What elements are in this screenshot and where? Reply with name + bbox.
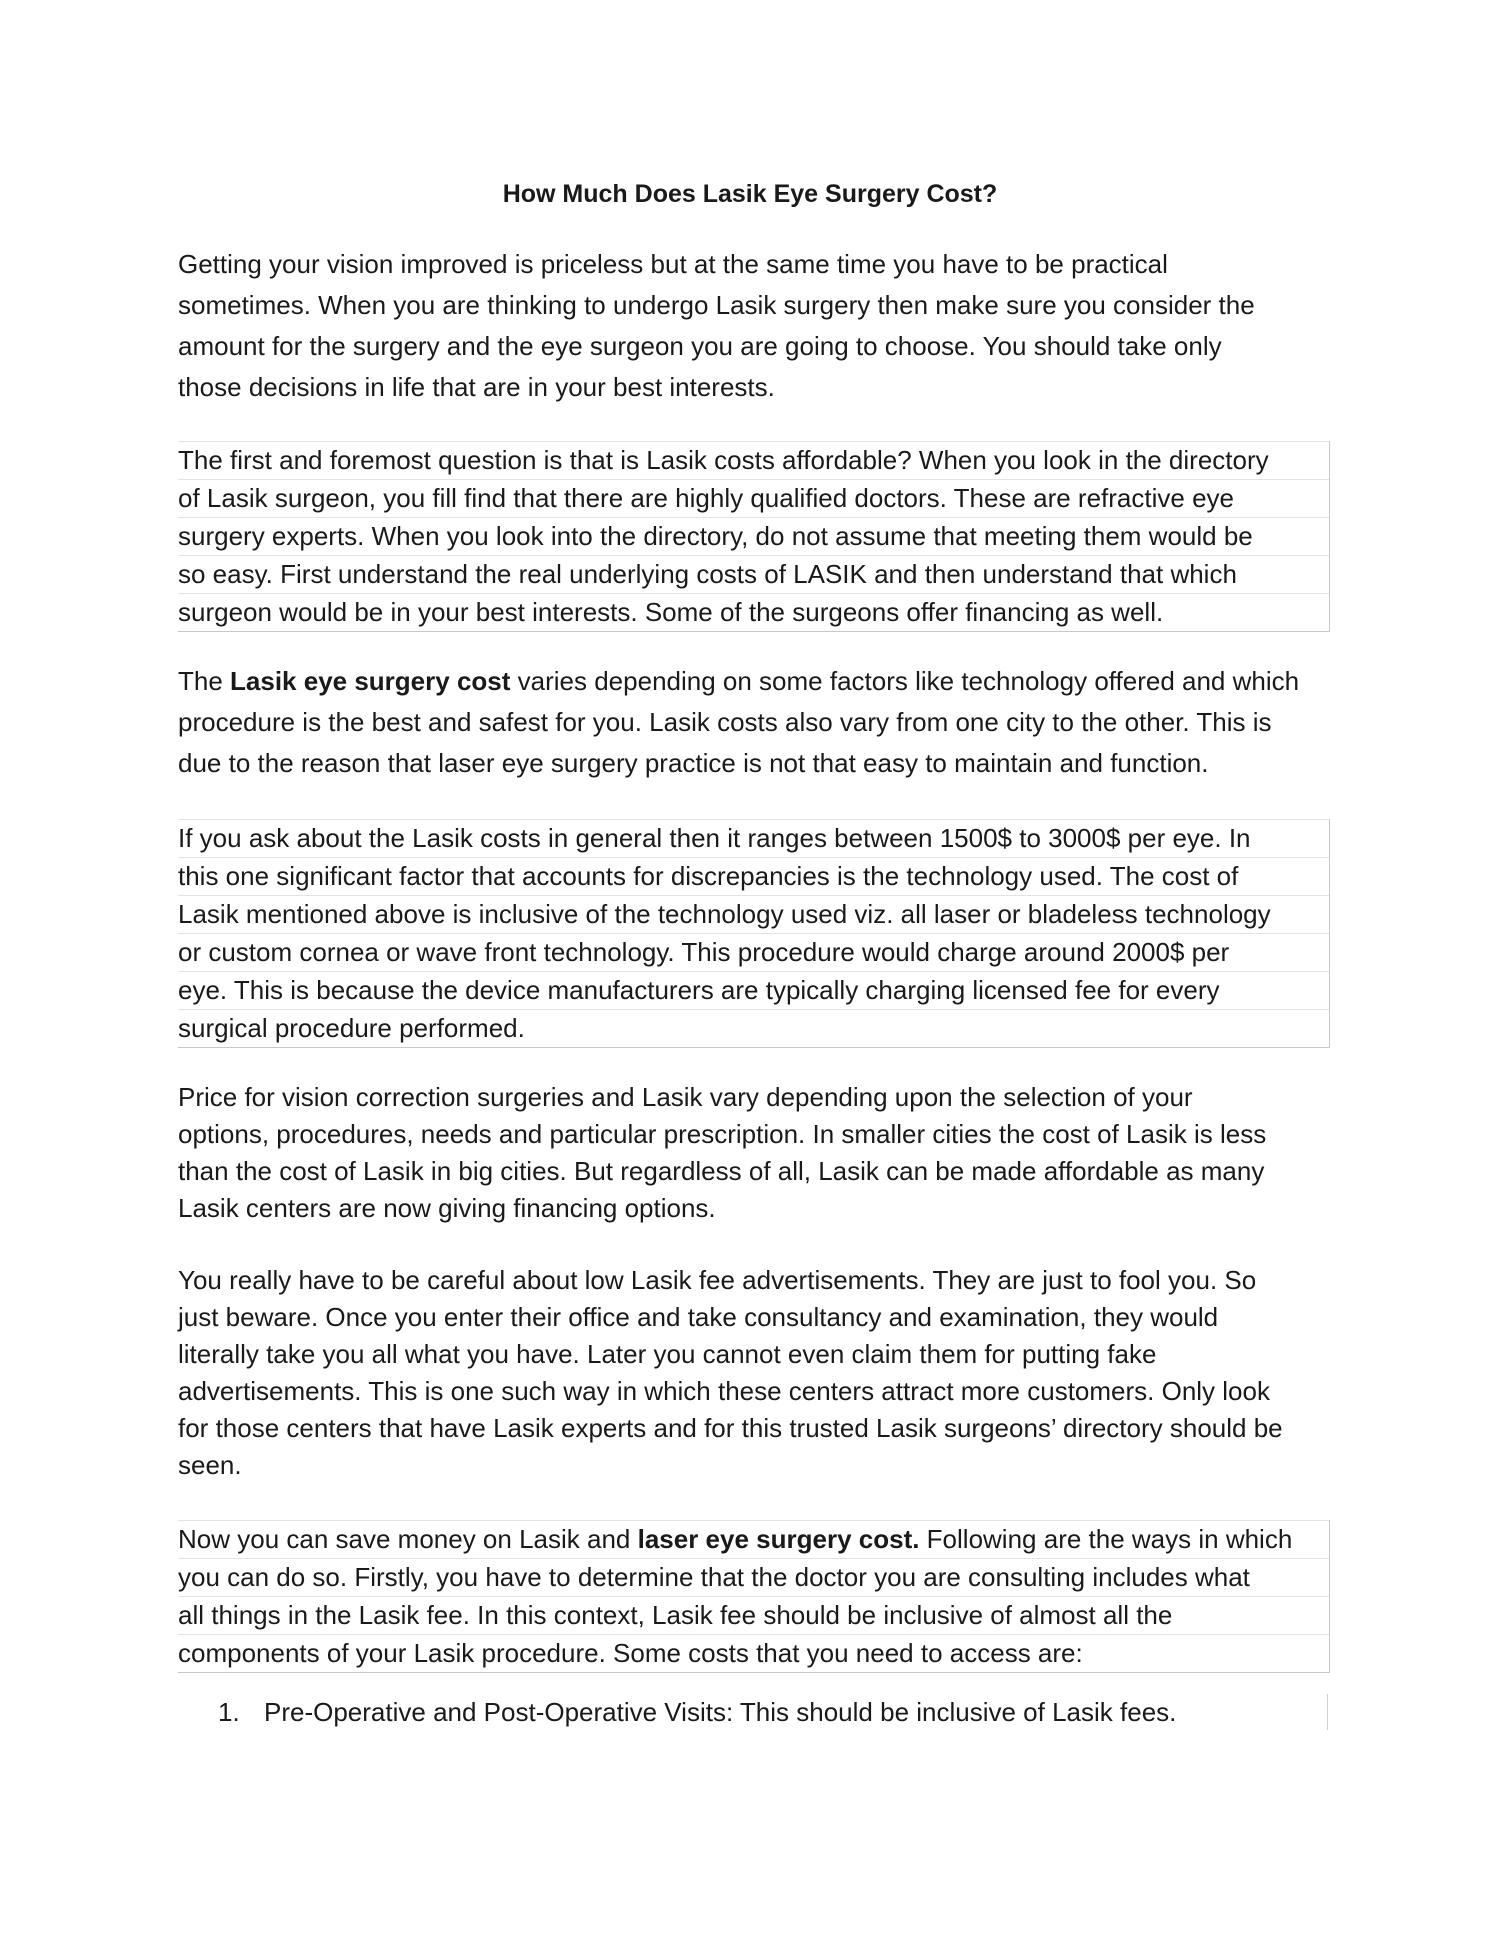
text-line: for those centers that have Lasik experts and for this trusted Lasik surgeons’ directory should be [178,1413,1283,1443]
text-line: seen. [178,1450,242,1480]
paragraph-vision-correction [178,1079,1328,1227]
page-title: How Much Does Lasik Eye Surgery Cost? [502,180,998,208]
list-item-text: Pre-Operative and Post-Operative Visits: This should be inclusive of Lasik fees. [264,1697,1177,1727]
text-line: just beware. Once you enter their office and take consultancy and examination, they would [178,1302,1219,1332]
text-line: this one significant factor that accounts for discrepancies is the technology used. The cost of [178,858,1329,896]
paragraph-affordability [174,441,1330,632]
numbered-list [218,1692,1176,1733]
text-line: surgeon would be in your best interests. Some of the surgeons offer financing as well. [178,594,1329,632]
text-line: all things in the Lasik fee. In this context, Lasik fee should be inclusive of almost all the [178,1597,1329,1635]
text-line: so easy. First understand the real underlying costs of LASIK and then understand that which [178,556,1329,594]
text-line: options, procedures, needs and particular prescription. In smaller cities the cost of Lasik is less [178,1119,1267,1149]
text-line: advertisements. This is one such way in which these centers attract more customers. Only look [178,1376,1270,1406]
paragraph-price-range [174,819,1330,1048]
paragraph-save-money [174,1520,1330,1673]
text-line: eye. This is because the device manufacturers are typically charging licensed fee for every [178,972,1329,1010]
text-line: If you ask about the Lasik costs in general then it ranges between 1500$ to 3000$ per eye. In [178,819,1329,858]
text-line: procedure is the best and safest for you. Lasik costs also vary from one city to the other. This is [178,707,1272,737]
text-line: components of your Lasik procedure. Some costs that you need to access are: [178,1635,1329,1673]
text-line: of Lasik surgeon, you fill find that there are highly qualified doctors. These are refractive eye [178,480,1329,518]
text-run: The [178,666,231,696]
text-run: varies depending on some factors like technology offered and which [510,666,1300,696]
text-line: amount for the surgery and the eye surgeon you are going to choose. You should take only [178,331,1222,361]
text-line: You really have to be careful about low Lasik fee advertisements. They are just to fool you. So [178,1265,1257,1295]
paragraph-cost-factors [178,661,1328,784]
list-item-number: 1. [218,1697,240,1727]
text-line: surgery experts. When you look into the directory, do not assume that meeting them would be [178,518,1329,556]
list-item [218,1692,1176,1733]
list-right-rule [1327,1694,1328,1730]
text-line: The first and foremost question is that is Lasik costs affordable? When you look in the directory [178,441,1329,480]
text-line: Lasik centers are now giving financing options. [178,1193,716,1223]
text-run: Now you can save money on Lasik and [178,1524,638,1554]
text-line: Lasik mentioned above is inclusive of the technology used viz. all laser or bladeless technology [178,896,1329,934]
text-line: Price for vision correction surgeries and Lasik vary depending upon the selection of your [178,1082,1193,1112]
text-line: you can do so. Firstly, you have to determine that the doctor you are consulting includes what [178,1559,1329,1597]
text-line: or custom cornea or wave front technology. This procedure would charge around 2000$ per [178,934,1329,972]
text-line: surgical procedure performed. [178,1010,1329,1048]
keyword-laser-eye-surgery-cost: laser eye surgery cost. [637,1524,920,1554]
text-line: sometimes. When you are thinking to undergo Lasik surgery then make sure you consider the [178,290,1255,320]
keyword-lasik-eye-surgery-cost: Lasik eye surgery cost [230,666,511,696]
text-line: literally take you all what you have. Later you cannot even claim them for putting fake [178,1339,1157,1369]
text-line [178,1520,1329,1559]
text-line: due to the reason that laser eye surgery practice is not that easy to maintain and function. [178,748,1209,778]
text-line: those decisions in life that are in your best interests. [178,372,775,402]
text-line [178,661,1328,702]
paragraph-advertisements [178,1262,1328,1484]
text-run: Following are the ways in which [919,1524,1293,1554]
text-line: Getting your vision improved is priceless but at the same time you have to be practical [178,249,1168,279]
paragraph-intro [178,244,1328,408]
text-line: than the cost of Lasik in big cities. But regardless of all, Lasik can be made affordable as many [178,1156,1265,1186]
